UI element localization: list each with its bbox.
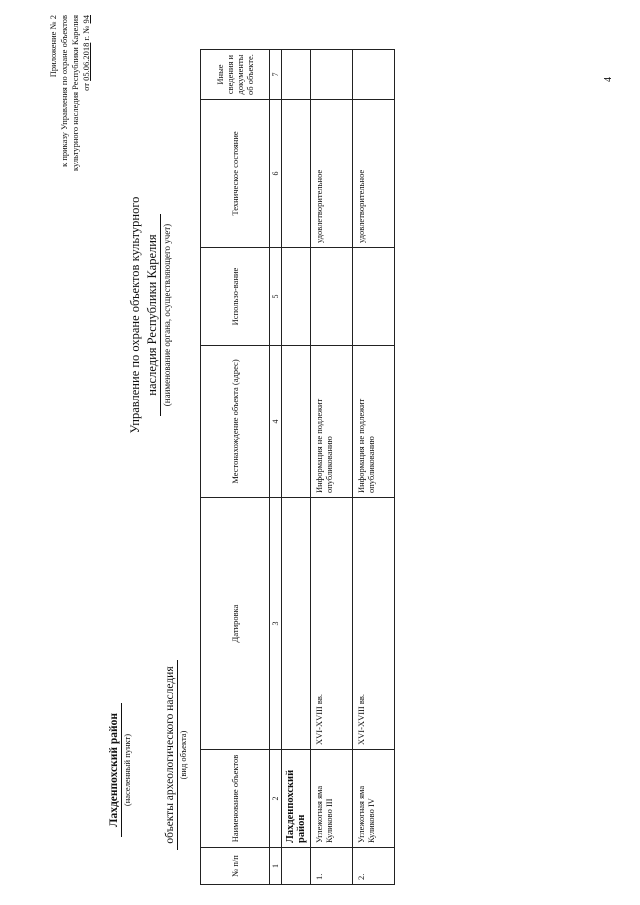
section-empty-cell (282, 100, 311, 248)
column-number: 5 (270, 248, 282, 346)
department-caption: (наименование органа, осуществляющего учет) (162, 223, 172, 407)
row-num: 1. (311, 848, 353, 885)
date-suffix: г. № (81, 23, 91, 43)
column-number: 2 (270, 750, 282, 848)
section-empty-cell (282, 848, 311, 885)
page-number: 4 (603, 77, 614, 82)
row-location: Информация не подлежит опубликованию (311, 346, 353, 498)
header-dating: Датировка (201, 498, 270, 750)
column-number: 6 (270, 100, 282, 248)
row-dating: XVI-XVIII вв. (311, 498, 353, 750)
order-date: 05.06.2018 (81, 42, 91, 81)
header-other: Иные сведения и документы об объекте. (201, 50, 270, 100)
column-number: 7 (270, 50, 282, 100)
object-type-caption: (вид объекта) (178, 730, 188, 780)
column-number: 1 (270, 848, 282, 885)
district-name: Лахденпохский район (107, 703, 122, 837)
header-usage: Использо-вание (201, 248, 270, 346)
objects-table (200, 49, 395, 885)
appendix-line-1: Приложение № 2 (48, 15, 58, 78)
row-condition: удовлетворительное (311, 100, 353, 248)
row-dating: XVI-XVIII вв. (353, 498, 395, 750)
column-number-row (270, 50, 282, 885)
row-other (311, 50, 353, 100)
order-number: 94 (81, 15, 91, 24)
appendix-line-3: культурного наследия Республики Карелия (70, 15, 80, 171)
department-line-1: Управление по охране объектов культурного (128, 196, 142, 434)
appendix-line-2: к приказу Управления по охране объектов (59, 15, 69, 167)
object-type-block (160, 635, 189, 875)
row-location: Информация не подлежит опубликованию (353, 346, 395, 498)
header-condition: Техническое состояние (201, 100, 270, 248)
column-number: 4 (270, 346, 282, 498)
section-row (282, 50, 311, 885)
object-type-name: объекты археологического наследия (163, 660, 178, 849)
table-row (311, 50, 353, 885)
district-caption: (населенный пункт) (122, 733, 132, 807)
department-line-2: наследия Республики Карелия (145, 214, 161, 415)
row-other (353, 50, 395, 100)
section-empty-cell (282, 498, 311, 750)
row-usage (353, 248, 395, 346)
section-empty-cell (282, 248, 311, 346)
section-empty-cell (282, 50, 311, 100)
header-num: № п/п (201, 848, 270, 885)
row-num: 2. (353, 848, 395, 885)
section-empty-cell (282, 346, 311, 498)
row-condition: удовлетворительное (353, 100, 395, 248)
header-row (201, 50, 270, 885)
row-name: Углежогная яма Куликово III (311, 750, 353, 848)
appendix-note (48, 15, 92, 250)
district-block (104, 690, 133, 850)
row-name: Углежогная яма Куликово IV (353, 750, 395, 848)
column-number: 3 (270, 498, 282, 750)
header-location: Местонахождение объекта (адрес) (201, 346, 270, 498)
department-block (128, 55, 173, 575)
table-row (353, 50, 395, 885)
header-name: Наименование объектов (201, 750, 270, 848)
appendix-date-line (81, 15, 92, 250)
row-usage (311, 248, 353, 346)
date-prefix: от (81, 80, 91, 91)
section-title: Лахденпохский район (282, 750, 311, 848)
